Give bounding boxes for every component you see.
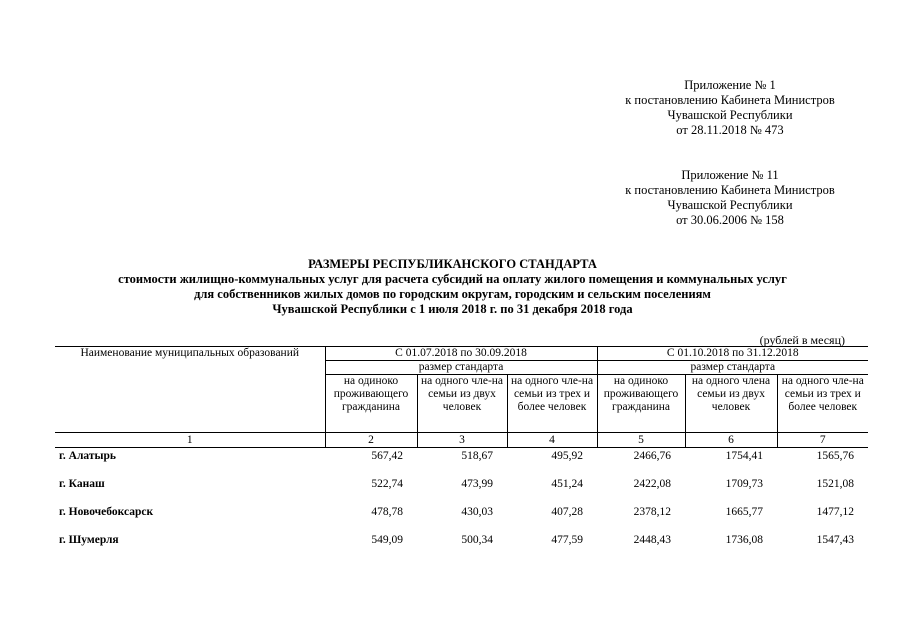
value-cell: 522,74 [371, 478, 403, 490]
value-cell: 1477,12 [816, 506, 855, 518]
title-line-1: РАЗМЕРЫ РЕСПУБЛИКАНСКОГО СТАНДАРТА [308, 257, 597, 271]
municipality-name: г. Канаш [59, 478, 105, 490]
header-sub-6: на одного чле-на семьи из трех и более человек [777, 375, 868, 433]
appendix-1-header [600, 78, 860, 138]
column-number: 3 [417, 433, 507, 448]
header-municipality: Наименование муниципальных образований [55, 347, 325, 433]
title-line-4: Чувашской Республики с 1 июля 2018 г. по 31 декабря 2018 года [272, 302, 633, 316]
value-cell: 407,28 [551, 506, 584, 518]
header-standard-1: размер стандарта [325, 361, 597, 375]
municipality-name: г. Алатырь [59, 450, 116, 462]
value-cell: 549,09 [371, 534, 403, 546]
value-cell: 2448,43 [633, 534, 672, 546]
appendix-1-number: Приложение № 1 [684, 78, 776, 92]
appendix-2-number: Приложение № 11 [681, 168, 779, 182]
value-cell: 473,99 [461, 478, 493, 490]
value-cell: 500,34 [461, 534, 493, 546]
header-period-2: С 01.10.2018 по 31.12.2018 [597, 347, 868, 361]
appendix-2-decree: к постановлению Кабинета Министров [625, 183, 835, 197]
title-line-3: для собственников жилых домов по городским округам, городским и сельским поселениям [194, 287, 711, 301]
table-row [55, 476, 868, 504]
table-row [55, 532, 868, 560]
value-cell: 1736,08 [725, 534, 764, 546]
title-line-2: стоимости жилищно-коммунальных услуг для расчета субсидий на оплату жилого помещения и коммунальных услуг [118, 272, 787, 286]
value-cell: 567,42 [371, 450, 403, 462]
header-sub-4: на одиноко проживающего гражданина [597, 375, 685, 433]
table-row [55, 448, 868, 477]
header-row-periods [55, 347, 868, 361]
value-cell: 518,67 [461, 450, 493, 462]
appendix-1-decree: к постановлению Кабинета Министров [625, 93, 835, 107]
value-cell: 477,59 [551, 534, 584, 546]
appendix-2-date: от 30.06.2006 № 158 [676, 213, 784, 227]
header-sub-3: на одного чле-на семьи из трех и более человек [507, 375, 597, 433]
value-cell: 478,78 [371, 506, 403, 518]
column-number: 1 [55, 433, 325, 448]
column-number: 5 [597, 433, 685, 448]
value-cell: 1754,41 [725, 450, 764, 462]
value-cell: 2466,76 [633, 450, 672, 462]
appendix-1-republic: Чувашской Республики [667, 108, 793, 122]
column-number: 4 [507, 433, 597, 448]
value-cell: 1665,77 [725, 506, 764, 518]
value-cell: 495,92 [551, 450, 584, 462]
municipality-name: г. Шумерля [59, 534, 119, 546]
value-cell: 1521,08 [816, 478, 855, 490]
appendix-1-date: от 28.11.2018 № 473 [676, 123, 784, 137]
value-cell: 2378,12 [633, 506, 672, 518]
column-number: 6 [685, 433, 777, 448]
column-number: 7 [777, 433, 868, 448]
value-cell: 430,03 [461, 506, 493, 518]
appendix-2-republic: Чувашской Республики [667, 198, 793, 212]
header-standard-2: размер стандарта [597, 361, 868, 375]
column-number: 2 [325, 433, 417, 448]
value-cell: 1709,73 [725, 478, 764, 490]
unit-note: (рублей в месяц) [759, 333, 845, 347]
table-row [55, 504, 868, 532]
header-sub-2: на одного чле-на семьи из двух человек [417, 375, 507, 433]
column-number-row [55, 433, 868, 448]
header-sub-5: на одного члена семьи из двух человек [685, 375, 777, 433]
value-cell: 1565,76 [816, 450, 855, 462]
value-cell: 1547,43 [816, 534, 855, 546]
value-cell: 2422,08 [633, 478, 672, 490]
header-sub-1: на одиноко проживающего гражданина [325, 375, 417, 433]
document-title [40, 257, 865, 317]
value-cell: 451,24 [551, 478, 584, 490]
appendix-2-header [600, 168, 860, 228]
standards-table [55, 346, 868, 560]
municipality-name: г. Новочебоксарск [59, 506, 154, 518]
header-period-1: С 01.07.2018 по 30.09.2018 [325, 347, 597, 361]
